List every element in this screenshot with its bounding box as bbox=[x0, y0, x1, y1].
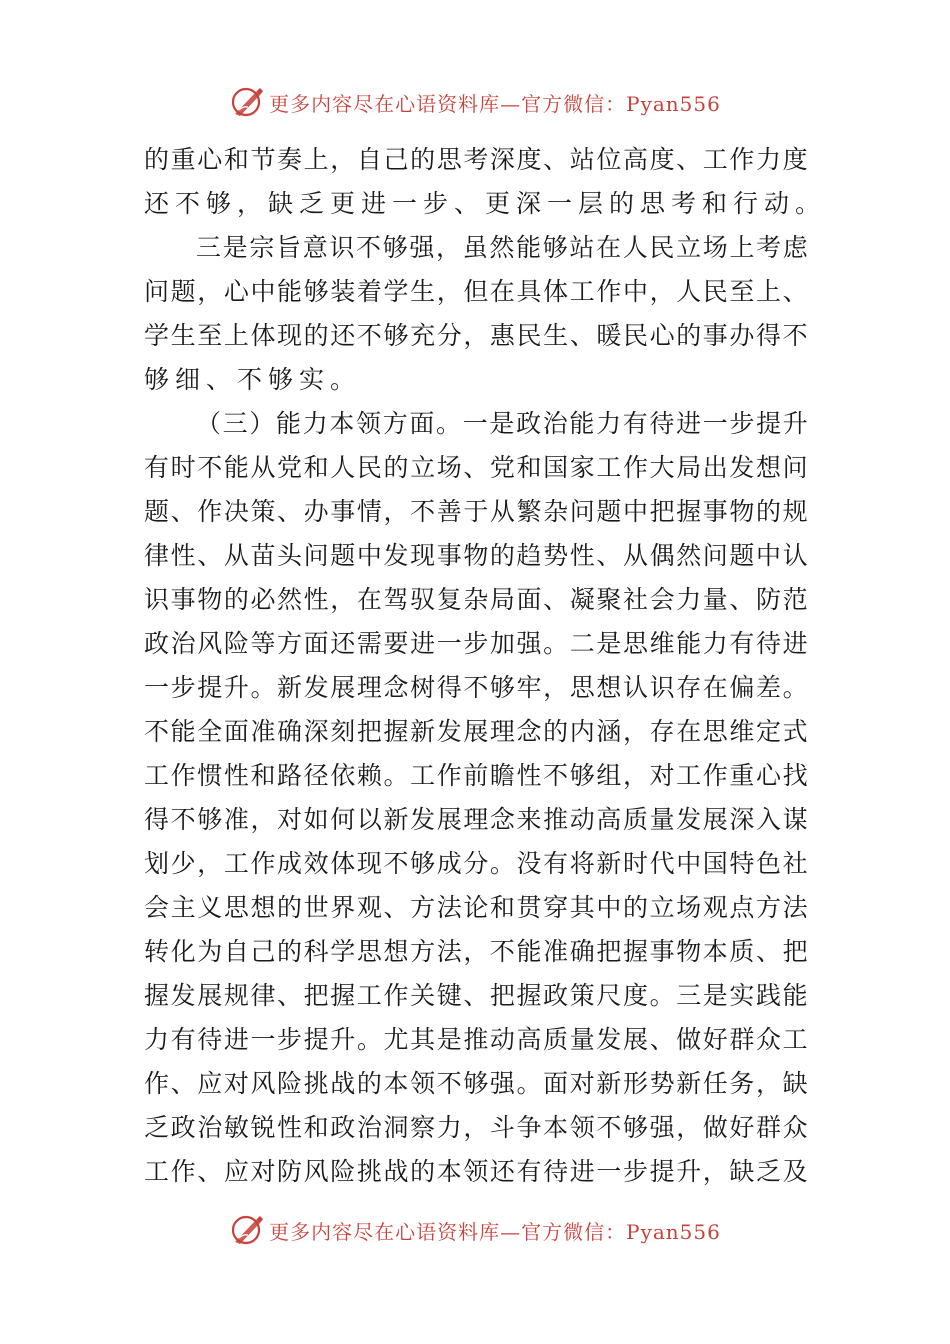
text-line: 题 、 作 决 策 、 办 事 情 ， 不 善 于 从 繁 杂 问 题 中 把 握 事 物 的 规 bbox=[144, 497, 808, 526]
text-line: 律 性 、 从 苗 头 问 题 中 发 现 事 物 的 趋 势 性 、 从 偶 然 问 题 中 认 bbox=[144, 541, 808, 570]
text-line: （ 三 ） 能 力 本 领 方 面 。 一 是 政 治 能 力 有 待 进 一 步 提 升 bbox=[196, 409, 808, 438]
pen-logo-icon bbox=[229, 84, 265, 120]
text-line: 会 主 义 思 想 的 世 界 观 、 方 法 论 和 贯 穿 其 中 的 立 场 观 点 方 法 bbox=[144, 893, 808, 922]
text-line: 不 能 全 面 准 确 深 刻 把 握 新 发 展 理 念 的 内 涵 ， 存 在 思 维 定 式 bbox=[144, 717, 808, 746]
text-line: 作 、 应 对 风 险 挑 战 的 本 领 不 够 强 。 面 对 新 形 势 新 任 务 ， 缺 bbox=[144, 1069, 808, 1098]
header-banner-text: 更多内容尽在心语资料库—官方微信：Pyan556 bbox=[269, 91, 721, 116]
text-line: 够细、不够实。 bbox=[144, 365, 362, 394]
document-body bbox=[144, 138, 827, 1194]
text-line: 握 发 展 规 律 、 把 握 工 作 关 键 、 把 握 政 策 尺 度 。 三 是 实 践 能 bbox=[144, 981, 808, 1010]
pen-logo-icon bbox=[229, 1212, 265, 1248]
text-line: 有 时 不 能 从 党 和 人 民 的 立 场 、 党 和 国 家 工 作 大 局 出 发 想 问 bbox=[144, 453, 808, 482]
text-line: 力 有 待 进 一 步 提 升 。 尤 其 是 推 动 高 质 量 发 展 、 做 好 群 众 工 bbox=[144, 1025, 808, 1054]
footer-banner-text: 更多内容尽在心语资料库—官方微信：Pyan556 bbox=[269, 1219, 721, 1244]
text-line: 工 作 、 应 对 防 风 险 挑 战 的 本 领 还 有 待 进 一 步 提 升 ， 缺 乏 及 bbox=[144, 1157, 808, 1186]
text-line: 转 化 为 自 己 的 科 学 思 想 方 法 ， 不 能 准 确 把 握 事 物 本 质 、 把 bbox=[144, 937, 808, 966]
text-line: 还不够，缺乏更进一步、更深一层的思考和行动。 bbox=[144, 189, 827, 218]
text-line: 识 事 物 的 必 然 性 ， 在 驾 驭 复 杂 局 面 、 凝 聚 社 会 力 量 、 防 范 bbox=[144, 585, 808, 614]
text-line: 乏 政 治 敏 锐 性 和 政 治 洞 察 力 ， 斗 争 本 领 不 够 强 ， 做 好 群 众 bbox=[144, 1113, 808, 1142]
text-line: 学 生 至 上 体 现 的 还 不 够 充 分 ， 惠 民 生 、 暖 民 心 的 事 办 得 不 bbox=[144, 321, 808, 350]
text-line: 划 少 ， 工 作 成 效 体 现 不 够 成 分 。 没 有 将 新 时 代 中 国 特 色 社 bbox=[144, 849, 808, 878]
text-line: 问 题 ， 心 中 能 够 装 着 学 生 ， 但 在 具 体 工 作 中 ， 人 民 至 上 、 bbox=[144, 277, 808, 306]
text-line: 工 作 惯 性 和 路 径 依 赖 。 工 作 前 瞻 性 不 够 组 ， 对 工 作 重 心 找 bbox=[144, 761, 808, 790]
footer-banner bbox=[0, 1210, 950, 1250]
text-line: 一 步 提 升 。 新 发 展 理 念 树 得 不 够 牢 ， 思 想 认 识 存 在 偏 差 。 bbox=[144, 673, 808, 702]
text-line: 政 治 风 险 等 方 面 还 需 要 进 一 步 加 强 。 二 是 思 维 能 力 有 待 进 bbox=[144, 629, 808, 658]
text-line: 三 是 宗 旨 意 识 不 够 强 ， 虽 然 能 够 站 在 人 民 立 场 上 考 虑 bbox=[196, 233, 808, 262]
text-line: 得 不 够 准 ， 对 如 何 以 新 发 展 理 念 来 推 动 高 质 量 发 展 深 入 谋 bbox=[144, 805, 808, 834]
header-banner bbox=[0, 82, 950, 122]
text-line: 的 重 心 和 节 奏 上 ， 自 己 的 思 考 深 度 、 站 位 高 度 、 工 作 力 度 bbox=[144, 145, 808, 174]
